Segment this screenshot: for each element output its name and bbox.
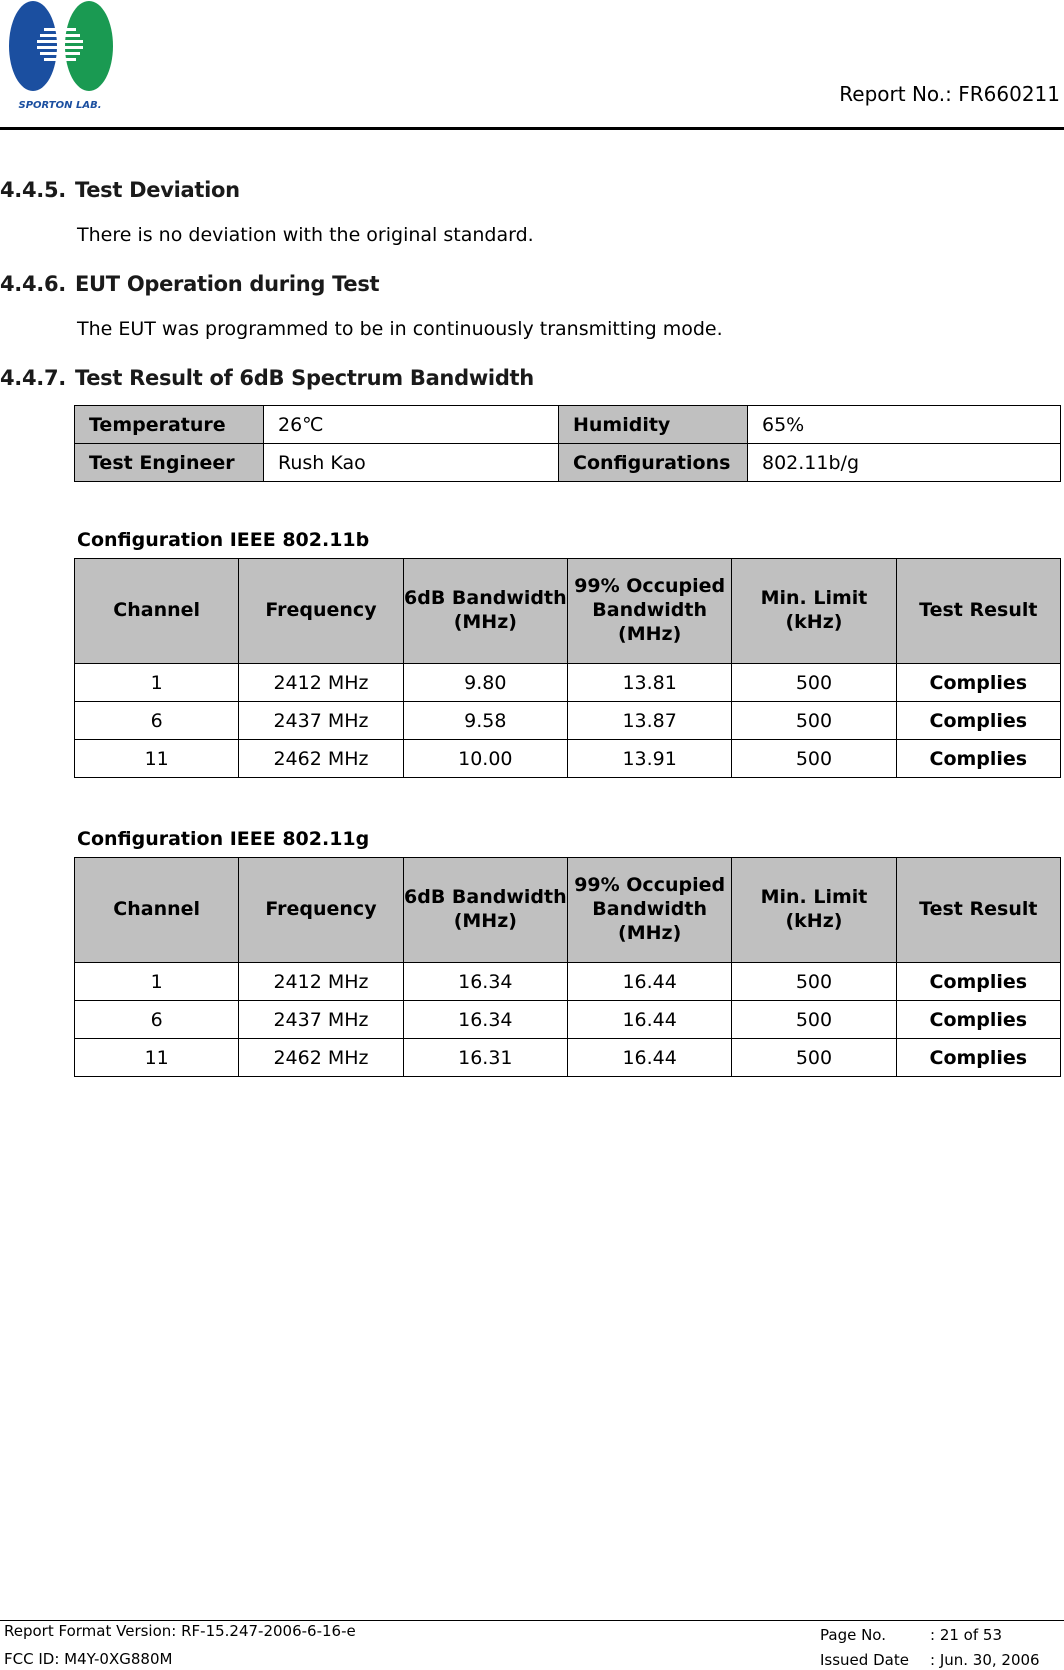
header-6db-bandwidth: 6dB Bandwidth (MHz) xyxy=(403,559,567,664)
cell-frequency: 2412 MHz xyxy=(239,963,403,1001)
header-6db-bandwidth: 6dB Bandwidth (MHz) xyxy=(403,858,567,963)
humidity-label: Humidity xyxy=(559,406,748,444)
cell-6db-bandwidth: 9.80 xyxy=(403,664,567,702)
fcc-id: FCC ID: M4Y-0XG880M xyxy=(4,1650,173,1668)
cell-min-limit: 500 xyxy=(732,740,896,778)
cell-99-occupied-bandwidth: 16.44 xyxy=(567,963,731,1001)
page-number-label: Page No. xyxy=(820,1626,886,1644)
cell-min-limit: 500 xyxy=(732,1039,896,1077)
logo-text: SPORTON LAB. xyxy=(18,100,102,111)
result-table-11g xyxy=(74,857,1061,1077)
section-number: 4.4.7. xyxy=(0,366,66,390)
cell-channel: 6 xyxy=(75,1001,239,1039)
header-min-limit: Min. Limit (kHz) xyxy=(732,559,896,664)
section-title: EUT Operation during Test xyxy=(75,272,380,296)
cell-min-limit: 500 xyxy=(732,702,896,740)
section-body: The EUT was programmed to be in continuously transmitting mode. xyxy=(77,318,723,340)
page-number-value: : 21 of 53 xyxy=(930,1626,1002,1644)
report-number: Report No.: FR660211 xyxy=(839,82,1060,106)
header-test-result: Test Result xyxy=(896,858,1060,963)
cell-frequency: 2437 MHz xyxy=(239,702,403,740)
config-title-11g: Configuration IEEE 802.11g xyxy=(77,828,370,850)
cell-channel: 11 xyxy=(75,740,239,778)
table-header-row xyxy=(75,559,1061,664)
engineer-label: Test Engineer xyxy=(75,444,264,482)
header-min-limit: Min. Limit (kHz) xyxy=(732,858,896,963)
header-99-occupied-bandwidth: 99% Occupied Bandwidth (MHz) xyxy=(567,559,731,664)
cell-channel: 1 xyxy=(75,963,239,1001)
table-row xyxy=(75,740,1061,778)
engineer-value: Rush Kao xyxy=(264,444,559,482)
cell-test-result: Complies xyxy=(896,963,1060,1001)
table-row xyxy=(75,1039,1061,1077)
cell-99-occupied-bandwidth: 16.44 xyxy=(567,1001,731,1039)
table-row xyxy=(75,444,1061,482)
cell-6db-bandwidth: 9.58 xyxy=(403,702,567,740)
cell-channel: 6 xyxy=(75,702,239,740)
section-number: 4.4.6. xyxy=(0,272,66,296)
humidity-value: 65% xyxy=(748,406,1061,444)
cell-min-limit: 500 xyxy=(732,963,896,1001)
cell-test-result: Complies xyxy=(896,664,1060,702)
table-row xyxy=(75,1001,1061,1039)
section-title: Test Deviation xyxy=(75,178,240,202)
header-frequency: Frequency xyxy=(239,559,403,664)
header-divider xyxy=(0,127,1064,130)
cell-channel: 1 xyxy=(75,664,239,702)
cell-99-occupied-bandwidth: 16.44 xyxy=(567,1039,731,1077)
cell-test-result: Complies xyxy=(896,1039,1060,1077)
temperature-label: Temperature xyxy=(75,406,264,444)
issued-date-value: : Jun. 30, 2006 xyxy=(930,1651,1040,1669)
cell-min-limit: 500 xyxy=(732,664,896,702)
cell-channel: 11 xyxy=(75,1039,239,1077)
sporton-logo xyxy=(4,0,116,112)
cell-frequency: 2462 MHz xyxy=(239,1039,403,1077)
section-heading-test-result xyxy=(0,366,534,390)
cell-frequency: 2412 MHz xyxy=(239,664,403,702)
footer-divider xyxy=(0,1620,1064,1621)
cell-test-result: Complies xyxy=(896,740,1060,778)
configurations-value: 802.11b/g xyxy=(748,444,1061,482)
header-frequency: Frequency xyxy=(239,858,403,963)
issued-date-label: Issued Date xyxy=(820,1651,909,1669)
test-conditions-table xyxy=(74,405,1061,482)
configurations-label: Configurations xyxy=(559,444,748,482)
table-row xyxy=(75,406,1061,444)
header-99-occupied-bandwidth: 99% Occupied Bandwidth (MHz) xyxy=(567,858,731,963)
report-format-version: Report Format Version: RF-15.247-2006-6-16-e xyxy=(4,1622,356,1640)
cell-frequency: 2437 MHz xyxy=(239,1001,403,1039)
header-channel: Channel xyxy=(75,559,239,664)
cell-6db-bandwidth: 16.34 xyxy=(403,963,567,1001)
table-header-row xyxy=(75,858,1061,963)
temperature-value: 26℃ xyxy=(264,406,559,444)
table-row xyxy=(75,963,1061,1001)
cell-6db-bandwidth: 16.34 xyxy=(403,1001,567,1039)
cell-99-occupied-bandwidth: 13.91 xyxy=(567,740,731,778)
result-table-11b xyxy=(74,558,1061,778)
table-row xyxy=(75,664,1061,702)
cell-test-result: Complies xyxy=(896,702,1060,740)
cell-6db-bandwidth: 10.00 xyxy=(403,740,567,778)
cell-6db-bandwidth: 16.31 xyxy=(403,1039,567,1077)
header-channel: Channel xyxy=(75,858,239,963)
section-heading-test-deviation xyxy=(0,178,240,202)
cell-min-limit: 500 xyxy=(732,1001,896,1039)
cell-test-result: Complies xyxy=(896,1001,1060,1039)
header-test-result: Test Result xyxy=(896,559,1060,664)
section-title: Test Result of 6dB Spectrum Bandwidth xyxy=(75,366,534,390)
section-body: There is no deviation with the original standard. xyxy=(77,224,534,246)
cell-99-occupied-bandwidth: 13.81 xyxy=(567,664,731,702)
section-heading-eut-operation xyxy=(0,272,379,296)
cell-frequency: 2462 MHz xyxy=(239,740,403,778)
cell-99-occupied-bandwidth: 13.87 xyxy=(567,702,731,740)
config-title-11b: Configuration IEEE 802.11b xyxy=(77,529,370,551)
table-row xyxy=(75,702,1061,740)
section-number: 4.4.5. xyxy=(0,178,66,202)
